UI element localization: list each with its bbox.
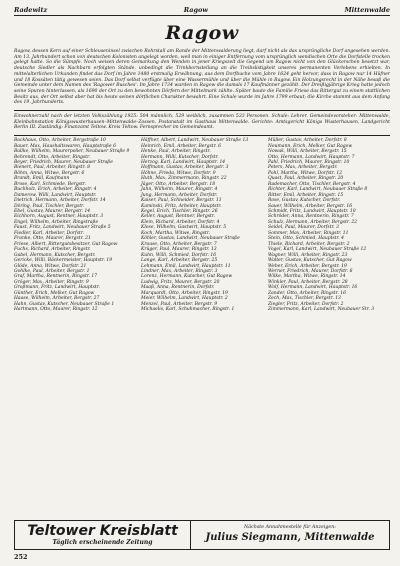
page-number: 252 [14, 553, 28, 561]
ad-newspaper [15, 521, 191, 549]
stats-paragraph: Einwohnerzahl nach der letzten Volkszählung 1925: 504 männlich, 529 weiblich, zusammen 533 Personen. Schule: Lehrer. Gemeindevorsteher: Mittenwalde, Kleinbahnstation Königswusterhausen–Mittenwalde–Zossen. Postanstalt im Gasthaus Mittenwalde. Gerichte: Amtsgericht Königs Wusterhausen, Landgericht Berlin III. Zuständig: Finanzamt Teltow. Kreis Teltow. Fernsprecher im Gemeindeamt. [14, 114, 390, 131]
resident-entry: Quast, Paul, Arbeiter, Ringstr. 20 [268, 176, 344, 182]
resident-entry: Winkler, Paul, Arbeiter, Bergstr. 28 [268, 279, 348, 285]
resident-entry: Großmann, Fritz, Landwirt, Hauptstr. [14, 285, 100, 291]
resident-entry: Buchholz, Erich, Arbeiter, Ringstr. 4 [14, 187, 97, 193]
resident-entry: Huth, Max, Zimmermann, Ringstr. 22 [141, 176, 227, 182]
resident-entry: Jäger, Otto, Arbeiter, Bergstr. 18 [141, 181, 216, 187]
running-head [14, 6, 390, 16]
resident-entry: Bienert, Paul, Arbeiter, Ringstr. 8 [14, 165, 90, 171]
resident-entry: Ludwig, Fritz, Maurer, Bergstr. 20 [141, 279, 220, 285]
resident-entry: Schmidt, Fritz, Landwirt, Hauptstr. 10 [268, 209, 356, 215]
resident-entry: Hartmann, Otto, Maurer, Ringstr. 12 [14, 307, 98, 313]
resident-entry: Krause, Otto, Arbeiter, Bergstr. 7 [141, 241, 217, 247]
resident-entry: Lange, Karl, Arbeiter, Bergstr. 25 [141, 258, 218, 264]
resident-entry: Glöde, Anna, Witwe, Dorfstr. 21 [14, 263, 87, 269]
running-head-left: Radewitz [14, 6, 48, 14]
resident-entry: Rose, Gustav, Kutscher, Dorfstr. [268, 198, 341, 204]
resident-entry: Eichhorn, August, Rentner, Hauptstr. 3 [14, 214, 104, 220]
resident-entry: Fuchs, Richard, Arbeiter, Ringstr. [14, 247, 91, 253]
resident-entry: Marquardt, Otto, Arbeiter, Ringstr. 19 [141, 290, 228, 296]
resident-entry: Ritter, Emil, Arbeiter, Ringstr. 15 [268, 192, 344, 198]
resident-entry: Köhler, Gustav, Landwirt, Neubauer Straße [141, 236, 240, 242]
resident-entry: Hermann, Willi, Kutscher, Dorfstr. [141, 154, 219, 160]
resident-entry: Faust, Fritz, Landwirt, Neubauer Straße 5 [14, 225, 111, 231]
resident-entry: Jung, Hermann, Arbeiter, Dorfstr. [141, 192, 218, 198]
resident-entry: Behrendt, Otto, Arbeiter, Ringstr. [14, 154, 91, 160]
resident-entry: Gröger, Max, Arbeiter, Ringstr. 9 [14, 279, 89, 285]
ad-agency [191, 521, 389, 549]
resident-entry: Ballke, Wilhelm, Maurerpolier, Neubauer Straße 9 [14, 149, 130, 155]
resident-entry: Beyer, Friedrich, Maurer, Neubauer Straße [14, 159, 113, 165]
resident-entry: Hoffmann, Gustav, Arbeiter, Bergstr. 3 [141, 165, 229, 171]
resident-entry: Wilke, Martha, Witwe, Ringstr. 14 [268, 274, 346, 280]
advertisement [14, 520, 390, 550]
resident-entry: Weber, Erich, Arbeiter, Bergstr. 19 [268, 263, 347, 269]
resident-entry: Zander, Otto, Arbeiter, Ringstr. 16 [268, 290, 346, 296]
resident-entry: Keller, August, Rentner, Bergstr. [141, 214, 215, 220]
resident-entry: Graf, Martha, Rentnerin, Ringstr. 17 [14, 274, 98, 280]
resident-entry: Heinrich, Emil, Arbeiter, Bergstr. 6 [141, 143, 221, 149]
resident-entry: Krüger, Paul, Maurer, Ringstr. 13 [141, 247, 217, 253]
resident-entry: Haase, Wilhelm, Arbeiter, Bergstr. 27 [14, 296, 100, 302]
ad-newspaper-name: Teltower Kreisblatt [27, 523, 178, 539]
resident-entry: Friese, Albert, Rittergutsbesitzer, Gut Ragow [14, 241, 118, 247]
resident-entry: Rademacher, Otto, Tischler, Bergstr. 4 [268, 181, 356, 187]
running-head-right: Mittenwalde [344, 6, 390, 14]
page-title: Ragow [165, 22, 239, 44]
resident-entry: Herzog, Karl, Landwirt, Hauptstr. 14 [141, 159, 226, 165]
resident-entry: Meier, Wilhelm, Landwirt, Hauptstr. 2 [141, 296, 228, 302]
resident-entry: Brandt, Emil, Kaufmann [14, 176, 70, 182]
resident-entry: Gabel, Hermann, Kutscher, Bergstr. [14, 252, 96, 258]
resident-entry: Richter, Karl, Landwirt, Neubauer Straße 8 [268, 187, 368, 193]
resident-entry: Vogel, Karl, Landwirt, Neubauer Straße 12 [268, 247, 367, 253]
resident-entry: Hahn, Gustav, Kutscher, Neubauer Straße 1 [14, 301, 115, 307]
resident-entry: Höhne, Frieda, Witwe, Dorfstr. 9 [141, 170, 216, 176]
resident-entry: Sauer, Wilhelm, Arbeiter, Bergstr. 16 [268, 203, 353, 209]
resident-entry: Henke, Paul, Arbeiter, Ringstr. [141, 149, 211, 155]
resident-entry: Böhm, Anna, Witwe, Bergstr. 6 [14, 170, 85, 176]
resident-entry: Häffner, Albert, Landwirt, Neubauer Straße 13 [141, 138, 249, 144]
resident-entry: Kaminski, Fritz, Arbeiter, Hauptstr. [141, 203, 222, 209]
resident-entry: Backhaus, Otto, Arbeiter, Bergstraße 10 [14, 138, 106, 144]
resident-column-2 [141, 138, 263, 313]
resident-column-1 [14, 138, 136, 313]
resident-entry: Schulz, Hermann, Arbeiter, Bergstr. 22 [268, 219, 358, 225]
resident-entry: Bauer, Max, Haushaltswaren, Hauptstraße 6 [14, 143, 116, 149]
directory-page [14, 6, 390, 560]
resident-entry: Nowak, Willi, Arbeiter, Bergstr. 15 [268, 149, 347, 155]
resident-entry: Engel, Wilhelm, Arbeiter, Ringstraße [14, 219, 99, 225]
resident-entry: Wagner, Willi, Arbeiter, Ringstr. 23 [268, 252, 348, 258]
resident-entry: Stein, Otto, Schmied, Hauptstr. 4 [268, 236, 344, 242]
resident-entry: Menzel, Paul, Arbeiter, Bergstr. 9 [141, 301, 218, 307]
resident-entry: Peters, Max, Arbeiter, Bergstr. [268, 165, 338, 171]
resident-entry: Wolf, Hermann, Landwirt, Hauptstr. 16 [268, 285, 358, 291]
resident-entry: Kaiser, Paul, Schneider, Bergstr. 11 [141, 198, 222, 204]
resident-entry: Seidel, Paul, Maurer, Dorfstr. 3 [268, 225, 339, 231]
resident-entry: Damerow, Willi, Landwirt, Hauptstr. [14, 192, 97, 198]
ad-newspaper-tagline: Täglich erscheinende Zeitung [52, 539, 153, 546]
resident-entry: Pohl, Martha, Witwe, Dorfstr. 12 [268, 170, 343, 176]
resident-entry: Günther, Erich, Melker, Gut Ragow [14, 290, 95, 296]
divider [14, 110, 390, 111]
ad-agency-note: Nächste Annahmestelle für Anzeigen: [244, 525, 336, 530]
resident-entry: Franke, Otto, Maurer, Bergstr. 21 [14, 236, 91, 242]
resident-entry: Michaelis, Karl, Schuhmacher, Ringstr. 1 [141, 307, 235, 313]
ad-agency-firm: Julius Siegmann, Mittenwalde [205, 532, 375, 543]
resident-entry: Müller, Gustav, Arbeiter, Dorfstr. 8 [268, 138, 347, 144]
resident-entry: Döring, Paul, Tischler, Bergstr. [14, 203, 85, 209]
resident-entry: Pahl, Friedrich, Maurer, Ringstr. 10 [268, 159, 350, 165]
resident-column-3 [268, 138, 390, 313]
resident-entry: Lehmann, Emil, Landwirt, Hauptstr. 11 [141, 263, 231, 269]
resident-entry: Dietrich, Hermann, Arbeiter, Dorfstr. 14 [14, 198, 106, 204]
resident-entry: Ebel, Gustav, Maurer, Bergstr. 14 [14, 209, 91, 215]
resident-columns [14, 135, 390, 313]
resident-entry: Otto, Hermann, Landwirt, Hauptstr. 7 [268, 154, 355, 160]
resident-entry: Klose, Wilhelm, Gastwirt, Hauptstr. 5 [141, 225, 227, 231]
resident-entry: Schröder, Anna, Rentnerin, Ringstr. 7 [268, 214, 354, 220]
resident-entry: Gericke, Willi, Bäckermeister, Hauptstr. 19 [14, 258, 113, 264]
resident-entry: Lorenz, Hermann, Kutscher, Gut Ragow [141, 274, 233, 280]
resident-entry: Zech, Max, Tischler, Bergstr. 13 [268, 296, 341, 302]
resident-entry: Zimmermann, Karl, Landwirt, Neubauer Str. 3 [268, 307, 375, 313]
resident-entry: Klein, Richard, Arbeiter, Dorfstr. 4 [141, 219, 220, 225]
intro-paragraph: Ragow, dessen Kern auf einer Schleuseninsel zwischen Rohrstall am Rande der Mittenwalderung liegt, darf nicht als das ursprüngliche Dorf angesehen werden. Am 13. Jahrhundert schon von deutschen Kolonisten angelegt worden, weil man in einiger Entfernung vom ursprünglich wendischen Orte die Dorfstelle trocken gelegt hatte. So die Sümpfe. Noch weisen deren Gemarkung den Wenden in jener Kriegszeit die Gegend um Ragow nicht von den Glückerschen besetzt war, deutsche Siedler als Nachbarn erfolgten Stände, unbedingt die Trinkbornstellung an die Treibslistigkeit unseres permanenten Verlebens erhielten. In mittelalterlichen Urkunden findet das Dorf im Jahre 1480 erstmalig Erwähnung, aus dem Dorfbuche vom Jahre 1624 geht hervor, dass in Ragow nur 14 Hüfner und 18 Kossäten tätig gewesen seien. Das Dorf selbst verfügte über eine Wassermühle und über die Mühle in Ragow. Ein Holzungsrecht in der Nähe besaß die Gemeinde unter dem Namen des 'Ragower Busches'. Im Jahre 1734 wurden in Ragow die damals 17 Kaufmänner gezählt. Der Dreißigjährige Krieg hatte jedoch seine Spuren hinterlassen, als 1690 der Ort zu den bewohnten Dörfern der Mittelmark zählte. Später baute die Familie Friese das Rittergut zu einem stattlichen Besitz aus, der Ort selbst aber hat bis heute seinen dörflichen Charakter bewahrt. Eine Schule wurde im Jahre 1799 erbaut; die Kirche stammt aus dem Anfang des 19. Jahrhunderts. [14, 49, 390, 106]
resident-entry: Fiedler, Karl, Arbeiter, Dorfstr. [14, 230, 84, 236]
resident-entry: Kuhn, Willi, Schmied, Dorfstr. 16 [141, 252, 217, 258]
resident-entry: Lindner, Max, Arbeiter, Ringstr. 3 [141, 269, 218, 275]
resident-entry: Maaß, Anna, Rentnerin, Dorfstr. [141, 285, 215, 291]
resident-entry: Jahn, Wilhelm, Maurer, Ringstr. 4 [141, 187, 218, 193]
resident-entry: Werner, Friedrich, Maurer, Dorfstr. 6 [268, 269, 353, 275]
resident-entry: Kegel, Erich, Tischler, Ringstr. 26 [141, 209, 218, 215]
running-head-center: Ragow [183, 6, 208, 14]
resident-entry: Walter, Gustav, Kutscher, Gut Ragow [268, 258, 352, 264]
resident-entry: Koch, Martha, Witwe, Ringstr. [141, 230, 210, 236]
resident-entry: Gohlke, Paul, Arbeiter, Bergstr. 1 [14, 269, 90, 275]
resident-entry: Brose, Karl, Schmiede, Bergstr. [14, 181, 86, 187]
resident-entry: Thiele, Richard, Arbeiter, Bergstr. 2 [268, 241, 350, 247]
resident-entry: Ziegler, Fritz, Arbeiter, Dorfstr. 2 [268, 301, 344, 307]
resident-entry: Sommer, Max, Arbeiter, Ringstr. 11 [268, 230, 349, 236]
resident-entry: Neumann, Erich, Melker, Gut Ragow [268, 143, 353, 149]
